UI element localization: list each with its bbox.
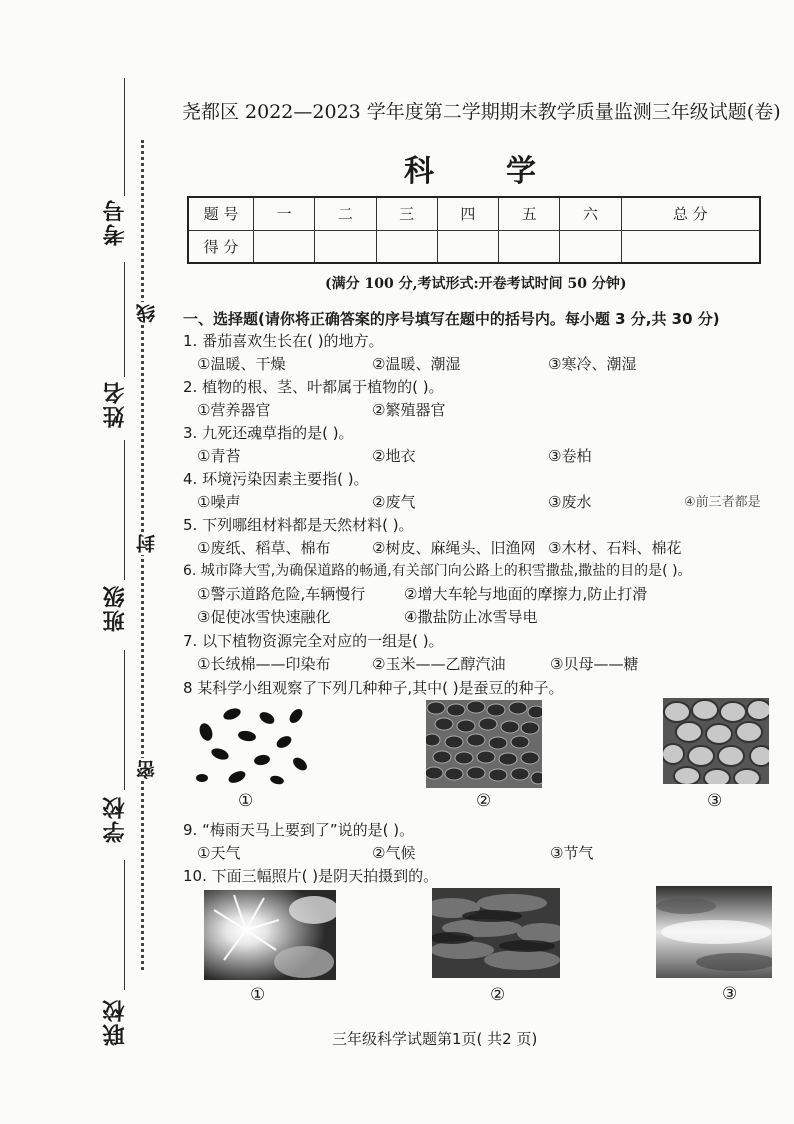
score-header-cell: 总 分	[621, 197, 760, 230]
binding-line	[124, 650, 125, 790]
score-cell[interactable]	[621, 230, 760, 263]
question-9: 9. “梅雨天马上要到了”说的是( )。	[183, 821, 415, 839]
exam-title: 尧都区 2022—2023 学年度第二学期期末教学质量监测三年级试题(卷)	[182, 101, 781, 123]
q9-option-2: ②气候	[372, 844, 416, 862]
school-label: 学校	[103, 795, 128, 843]
q6-option-3: ③促使冰雪快速融化	[197, 608, 331, 626]
binding-line	[124, 440, 125, 580]
seal-word-line: 线	[133, 302, 160, 325]
q6-option-1: ①警示道路危险,车辆慢行	[197, 585, 366, 603]
q6-option-4: ④撒盐防止冰雪导电	[404, 608, 538, 626]
seed-label-3: ③	[707, 791, 723, 811]
seed-photo-3	[663, 698, 769, 784]
score-cell[interactable]	[315, 230, 376, 263]
page-footer: 三年级科学试题第1页( 共2 页)	[332, 1030, 538, 1048]
q2-option-1: ①营养器官	[197, 401, 271, 419]
q9-option-3: ③节气	[550, 844, 594, 862]
score-header-cell: 四	[437, 197, 498, 230]
q4-option-4: ④前三者都是	[684, 495, 761, 510]
q3-option-1: ①青苔	[197, 447, 241, 465]
seed-photo-2	[426, 700, 542, 788]
score-header-cell: 六	[560, 197, 621, 230]
score-table-score-row	[188, 230, 760, 263]
q9-option-1: ①天气	[197, 844, 241, 862]
score-row-label: 得 分	[188, 230, 254, 263]
sky-photo-1-sunny	[204, 890, 336, 980]
q1-option-3: ③寒冷、潮湿	[548, 355, 637, 373]
question-4: 4. 环境污染因素主要指( )。	[183, 470, 369, 488]
sky-label-1: ①	[250, 985, 266, 1005]
score-cell[interactable]	[254, 230, 315, 263]
score-table	[187, 196, 761, 264]
score-header-cell: 题 号	[188, 197, 254, 230]
section-heading: 一、选择题(请你将正确答案的序号填写在题中的括号内。每小题 3 分,共 30 分)	[183, 310, 720, 328]
q2-option-2: ②繁殖器官	[372, 401, 446, 419]
question-1: 1. 番茄喜欢生长在( )的地方。	[183, 332, 384, 350]
question-6: 6. 城市降大雪,为确保道路的畅通,有关部门向公路上的积雪撒盐,撒盐的目的是( )。	[183, 563, 692, 579]
q5-option-1: ①废纸、稻草、棉布	[197, 539, 331, 557]
subject-title: 科学	[404, 154, 608, 189]
question-7: 7. 以下植物资源完全对应的一组是( )。	[183, 632, 444, 650]
q1-option-2: ②温暖、潮湿	[372, 355, 461, 373]
score-table-header-row	[188, 197, 760, 230]
q4-option-2: ②废气	[372, 493, 416, 511]
class-label: 班级	[103, 584, 128, 632]
seal-word-secret: 密	[133, 758, 160, 781]
q1-option-1: ①温暖、干燥	[197, 355, 286, 373]
union-school-label: 联校	[103, 998, 128, 1046]
q3-option-2: ②地衣	[372, 447, 416, 465]
sky-label-3: ③	[722, 984, 738, 1004]
score-header-cell: 一	[254, 197, 315, 230]
seal-dotted-line	[141, 140, 144, 970]
seed-photo-1	[192, 702, 314, 786]
q3-option-3: ③卷柏	[548, 447, 592, 465]
seed-label-2: ②	[476, 791, 492, 811]
score-cell[interactable]	[499, 230, 560, 263]
question-5: 5. 下列哪组材料都是天然材料( )。	[183, 516, 414, 534]
question-2: 2. 植物的根、茎、叶都属于植物的( )。	[183, 378, 444, 396]
exam-no-label: 考号	[103, 198, 128, 246]
q6-option-2: ②增大车轮与地面的摩擦力,防止打滑	[404, 585, 648, 603]
binding-line	[124, 262, 125, 377]
seal-word-seal: 封	[133, 532, 160, 555]
question-3: 3. 九死还魂草指的是( )。	[183, 424, 354, 442]
exam-note: (满分 100 分,考试形式:开卷考试时间 50 分钟)	[325, 276, 627, 292]
q5-option-3: ③木材、石料、棉花	[548, 539, 682, 557]
binding-line	[124, 78, 125, 196]
score-header-cell: 三	[376, 197, 437, 230]
seed-label-1: ①	[238, 791, 254, 811]
q5-option-2: ②树皮、麻绳头、旧渔网	[372, 539, 536, 557]
score-header-cell: 二	[315, 197, 376, 230]
q7-option-3: ③贝母——糖	[550, 655, 639, 673]
q7-option-2: ②玉米——乙醇汽油	[372, 655, 506, 673]
name-label: 姓名	[103, 380, 128, 428]
score-cell[interactable]	[560, 230, 621, 263]
sky-photo-2-cloudy	[432, 888, 560, 978]
sky-label-2: ②	[490, 985, 506, 1005]
q7-option-1: ①长绒棉——印染布	[197, 655, 331, 673]
q4-option-1: ①噪声	[197, 493, 241, 511]
binding-line	[124, 860, 125, 990]
score-cell[interactable]	[437, 230, 498, 263]
sky-photo-3	[656, 886, 772, 978]
q4-option-3: ③废水	[548, 493, 592, 511]
question-10: 10. 下面三幅照片( )是阴天拍摄到的。	[183, 867, 439, 885]
question-8: 8 某科学小组观察了下列几种种子,其中( )是蚕豆的种子。	[183, 679, 564, 697]
score-header-cell: 五	[499, 197, 560, 230]
score-cell[interactable]	[376, 230, 437, 263]
